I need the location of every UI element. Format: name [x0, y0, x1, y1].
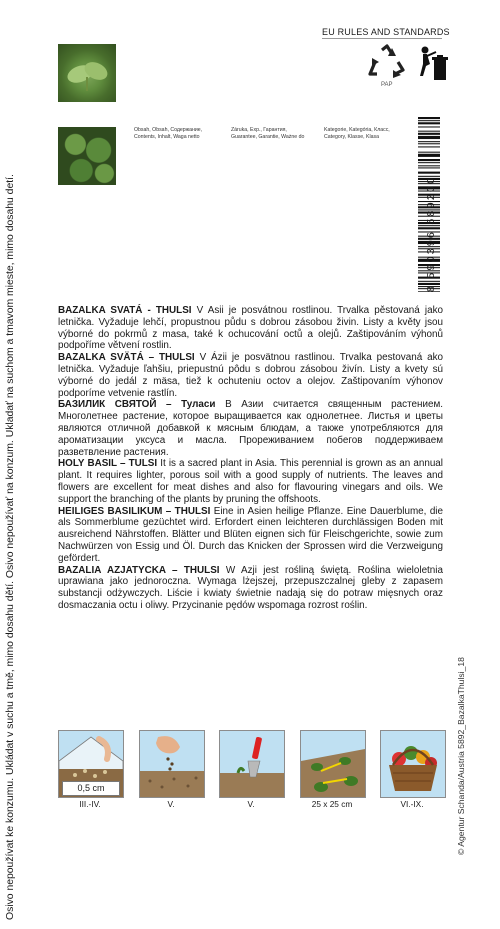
description-de: HEILIGES BASILIKUM – THULSI Eine in Asien heilige Pflanze. Eine Dauerblume, die als Sommerblume gezüchtet wird. Erfordert einen leichteren durchlässigen Boden mit ausreichend Nährstoffen. Blätter und Blüten eignen sich für Fleischgerichte, sowie zum Nachwürzen von Essig und Öl. Durch das Knicken der Sprossen wird die Verzweigung gefördert. [58, 505, 443, 564]
barcode-bar [418, 172, 440, 174]
seedling-photo [58, 44, 116, 102]
tidy-man-trash-icon [414, 44, 450, 91]
barcode-bar [418, 122, 440, 124]
barcode-bar [418, 143, 440, 144]
barcode-bar [418, 120, 440, 121]
pictogram-label-harvest: VI.-IX. [400, 799, 424, 809]
trowel-planting-icon [219, 730, 285, 798]
barcode-bar [418, 165, 440, 166]
info-col-category: Kategorie, Kategória, Класс, Category, Klasse, Klasa [324, 127, 390, 140]
barcode-bar [418, 117, 440, 119]
storage-notice: Osivo nepoužívat ke konzumu. Ukládat v suchu a tmě, mimo dosahu dětí. Osivo nepoužívať na konzum. Ukladať na suchom a tmavom mieste, mimo dosahu detí. [5, 174, 16, 920]
description-text [58, 305, 443, 612]
barcode-digits: 8 590396 589200 [425, 175, 437, 292]
barcode-bar [418, 141, 440, 142]
description-pl: BAZALIA AZJATYCKA – THULSI W Azji jest rośliną świętą. Roślina wieloletnia uprawiana jako jednoroczna. Wymaga lżejszej, przepuszczalnej gleby z zapasem substancji odżywczych. Liście i kwiaty świetnie nadają się do potraw mięsnych oraz dosmaczania octu i oliwy. Przycinanie pędów wspomaga rozrost roślin. [58, 564, 443, 611]
harvest-basket-icon [380, 730, 446, 798]
sowing-depth: 0,5 cm [62, 781, 120, 796]
eu-rules-title: EU RULES AND STANDARDS [322, 27, 450, 37]
barcode-bar [418, 131, 440, 132]
pictogram-label-sowing: V. [167, 799, 175, 809]
pictogram-label-planting: V. [247, 799, 255, 809]
barcode-bar [418, 152, 440, 153]
storage-notice-strip [0, 0, 56, 929]
barcode-bar [418, 146, 440, 147]
description-en: HOLY BASIL – TULSI It is a sacred plant in Asia. This perennial is grown as an annual plant. It requires lighter, porous soil with a good supply of nutrients. The leaves and flowers are excellent for meat dishes and also for flavouring vinegars and oils. We support the branching of the plants by pruning the offshoots. [58, 458, 443, 505]
credit-text: © Agentur Schanda/Austria 5892_BazalkaThulsi_18 [456, 657, 466, 855]
barcode-bar [418, 162, 440, 163]
info-col-guarantee: Záruka, Exp., Гарантия, Guarantee, Garantie, Ważne do [231, 127, 305, 140]
description-sk: BAZALKA SVÄTÁ – THULSI V Ázii je posvätnou rastlinou. Trvalka pestovaná ako letnička. Vyžaduje ľahšiu, priepustnú pôdu s dobrou zásobou živín. Listy a kvety sú výborné do jedál z mäsa, tiež k ochuteniu octov a olejov. Zaštipovaním výhonov podporíme vetvenie rastlín. [58, 352, 444, 399]
seed-sowing-indoor-icon [58, 730, 124, 798]
basil-plant-photo [58, 127, 116, 185]
eu-divider [322, 38, 442, 39]
pap-label: PAP [381, 82, 393, 88]
description-ru: БАЗИЛИК СВЯТОЙ – Туласи В Азии считается священным растением. Многолетнее растение, которое выращивается как однолетнее. Листья и цветы являются отличной добавкой к мясным блюдам, а также употребляются для ароматизации уксуса и масла. Прореживанием побегов поддерживаем разветвление растения. [58, 399, 443, 458]
info-col-contents: Obsah, Obsah, Содержание, Contents, Inhalt, Waga netto [134, 127, 203, 140]
pictogram-label-sowing-indoor: III.-IV. [79, 799, 101, 809]
barcode-bar [418, 167, 440, 168]
description-cs: BAZALKA SVATÁ - THULSI V Asii je posvátnou rostlinou. Trvalka pěstovaná jako letnička. Vyžaduje lehčí, propustnou půdu s dobrou zásobou živin. Listy a květy jsou výborné do pokrmů z masa, také k ochucování octů a olejů. Zaštipováním výhonů podpoříme větvení rostlin. [58, 305, 443, 352]
barcode-bar [418, 133, 440, 135]
barcode-bar [418, 136, 440, 139]
hand-sowing-icon [139, 730, 205, 798]
barcode-bar [418, 154, 440, 157]
recycle-icon [365, 44, 409, 87]
pictogram-label-spacing: 25 x 25 cm [311, 799, 353, 809]
plant-spacing-icon [300, 730, 366, 798]
barcode-bar [418, 126, 440, 127]
barcode-bar [418, 159, 440, 161]
